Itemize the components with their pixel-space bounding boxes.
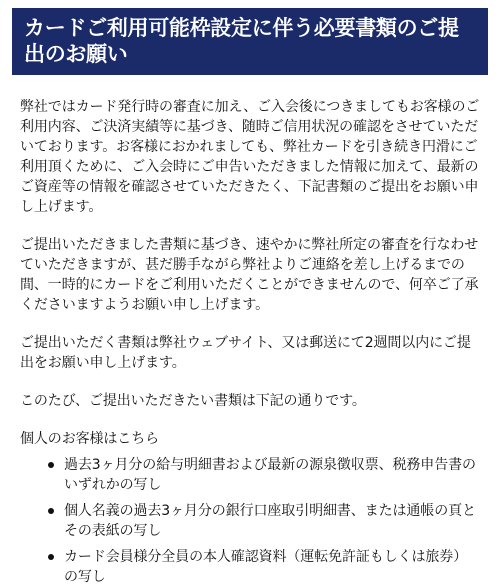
documents-intro-paragraph: このたび、ご提出いただきたい書類は下記の通りです。 bbox=[20, 393, 366, 409]
page-title: カードご利用可能枠設定に伴う必要書類のご提出のお願い bbox=[24, 16, 459, 66]
email-page bbox=[0, 8, 500, 585]
review-notice-paragraph: ご提出いただきました書類に基づき、速やかに弊社所定の審査を行なわせていただきますが、甚だ勝手ながら弊社よりご連絡を差し上げるまでの間、一時的にカードをご利用いただくことができませんので、何卒ご了承くださいますようお願い申し上げます。 bbox=[20, 237, 479, 313]
page-title-banner bbox=[12, 8, 488, 75]
submission-method-paragraph: ご提出いただく書類は弊社ウェブサイト、又は郵送にて2週間以内にご提出をお願い申し上げます。 bbox=[20, 335, 471, 371]
individual-customers-heading: 個人のお客様はこちら bbox=[20, 431, 159, 447]
required-documents-list bbox=[20, 449, 480, 587]
list-item-identity-documents: カード会員様分全員の本人確認資料（運転免許証もしくは旅券）の写し bbox=[44, 547, 480, 587]
list-item-bank-statements: 個人名義の過去3ヶ月分の銀行口座取引明細書、または通帳の頁とその表紙の写し bbox=[44, 501, 480, 541]
intro-paragraph: 弊社ではカード発行時の審査に加え、ご入会後につきましてもお客様のご利用内容、ご決済実績等に基づき、随時ご信用状況の確認をさせていただいております。お客様におかれましても、弊社カードを引き続き円滑にご利用頂くために、ご入会時にご申告いただきました情報に加えて、最新のご資産等の情報を確認させていただきたく、下記書類のご提出をお願い申し上げます。 bbox=[20, 99, 480, 215]
message-body bbox=[12, 75, 488, 587]
list-item-salary-statements: 過去3ヶ月分の給与明細書および最新の源泉徴収票、税務申告書のいずれかの写し bbox=[44, 455, 480, 495]
